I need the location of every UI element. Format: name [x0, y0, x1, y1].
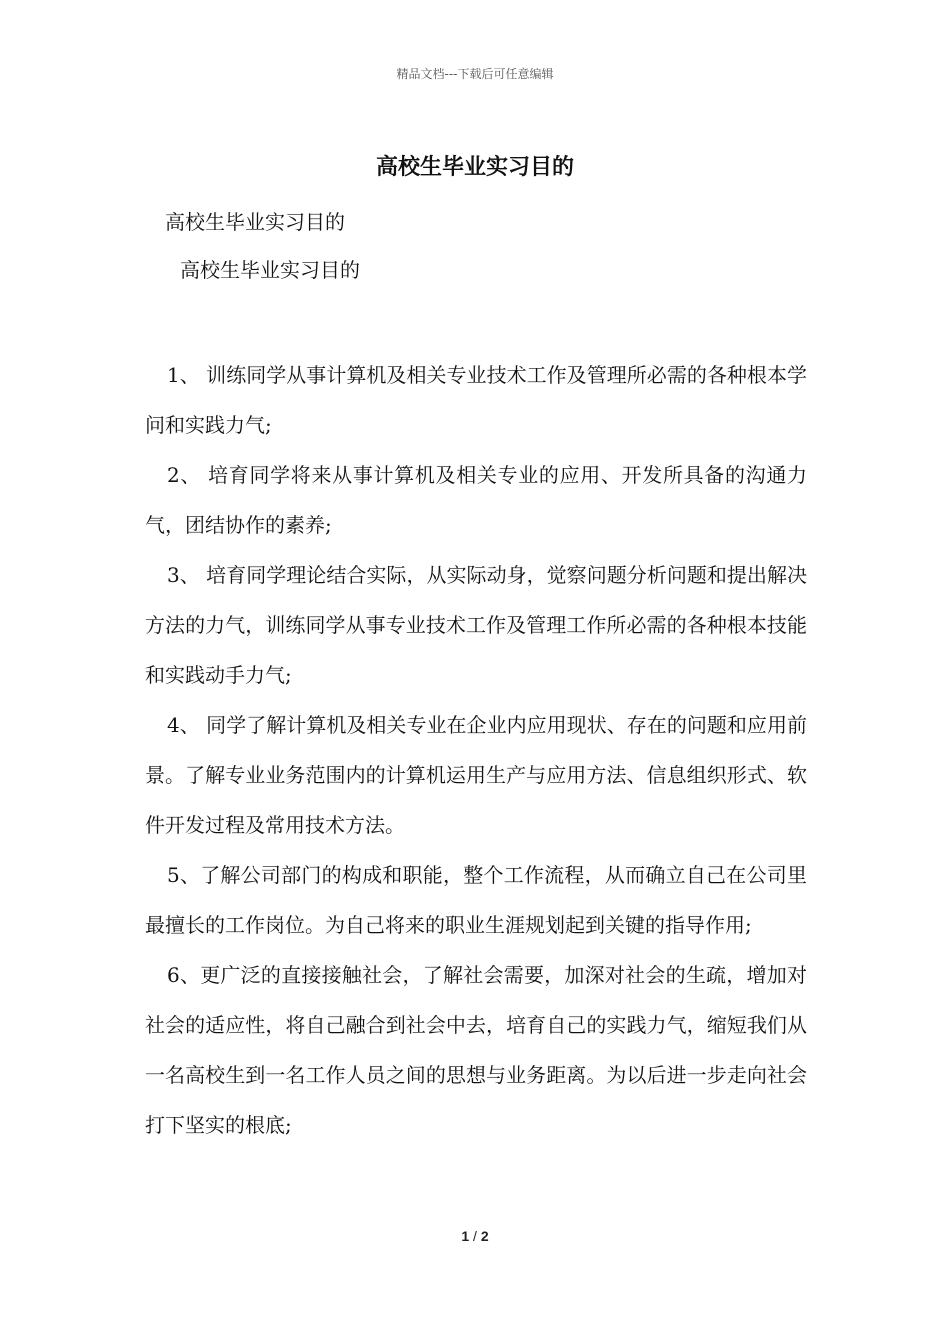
document-title: 高校生毕业实习目的: [375, 154, 574, 180]
page-separator: /: [473, 1228, 477, 1244]
document-subtitle-2: 高校生毕业实习目的: [180, 258, 360, 282]
page-number: [0, 1226, 950, 1246]
paragraph-3: 3、 培育同学理论结合实际，从实际动身，觉察问题分析问题和提出解决方法的力气，训练同学从事专业技术工作及管理工作所必需的各种根本技能和实践动手力气;: [145, 563, 807, 687]
paragraph-6: 6、更广泛的直接接触社会，了解社会需要，加深对社会的生疏，增加对社会的适应性，将自己融合到社会中去，培育自己的实践力气，缩短我们从一名高校生到一名工作人员之间的思想与业务距离。为以后进一步走向社会打下坚实的根底;: [145, 963, 807, 1137]
total-pages-number: 2: [480, 1228, 489, 1244]
paragraph-4: 4、 同学了解计算机及相关专业在企业内应用现状、存在的问题和应用前景。了解专业业务范围内的计算机运用生产与应用方法、信息组织形式、软件开发过程及常用技术方法。: [145, 713, 807, 837]
paragraph-2: 2、 培育同学将来从事计算机及相关专业的应用、开发所具备的沟通力气，团结协作的素养;: [145, 463, 807, 537]
document-subtitle-1: 高校生毕业实习目的: [165, 210, 345, 234]
page-header: 精品文档---下载后可任意编辑: [396, 67, 554, 81]
paragraph-5: 5、了解公司部门的构成和职能，整个工作流程，从而确立自己在公司里最擅长的工作岗位。为自己将来的职业生涯规划起到关键的指导作用;: [145, 863, 807, 937]
paragraph-1: 1、 训练同学从事计算机及相关专业技术工作及管理所必需的各种根本学问和实践力气;: [145, 363, 807, 437]
document-body: [145, 350, 807, 1150]
current-page-number: 1: [461, 1228, 470, 1244]
